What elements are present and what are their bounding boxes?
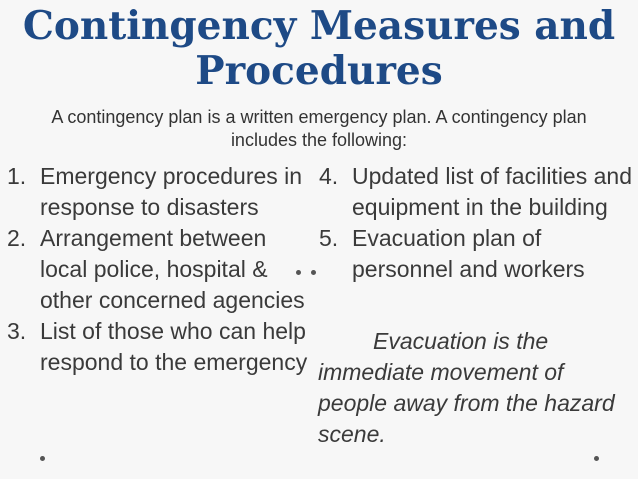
slide-subtitle: A contingency plan is a written emergency plan. A contingency plan includes the following: <box>51 107 587 150</box>
list-item-number: 4. <box>319 163 339 189</box>
list-item <box>0 161 318 223</box>
right-numbered-list <box>318 161 638 285</box>
bullet-dot-icon <box>311 270 316 275</box>
list-item-number: 5. <box>319 225 339 251</box>
list-item <box>0 223 318 316</box>
list-item-text: Evacuation plan of personnel and workers <box>352 225 585 282</box>
list-item-number: 1. <box>7 163 27 189</box>
list-item <box>0 316 318 378</box>
definition-text: Evacuation is the immediate movement of people away from the hazard scene. <box>318 328 615 447</box>
slide-title <box>0 4 638 94</box>
bullet-dot-icon <box>296 270 301 275</box>
list-item-text: Emergency procedures in response to disasters <box>40 163 303 220</box>
left-numbered-list <box>0 161 318 378</box>
list-item-text: Updated list of facilities and equipment in the building <box>352 163 632 220</box>
title-line-1: Contingency Measures and <box>22 3 616 49</box>
list-item-number: 2. <box>7 225 27 251</box>
list-item-text: Arrangement between local police, hospital & other concerned agencies <box>40 225 305 313</box>
bullet-dot-icon <box>40 456 45 461</box>
list-item <box>318 223 638 285</box>
title-line-2: Procedures <box>195 48 443 94</box>
evacuation-definition <box>318 326 636 450</box>
list-item-number: 3. <box>7 318 27 344</box>
bullet-dot-icon <box>594 456 599 461</box>
list-item-text: List of those who can help respond to the emergency <box>40 318 308 375</box>
list-item <box>318 161 638 223</box>
